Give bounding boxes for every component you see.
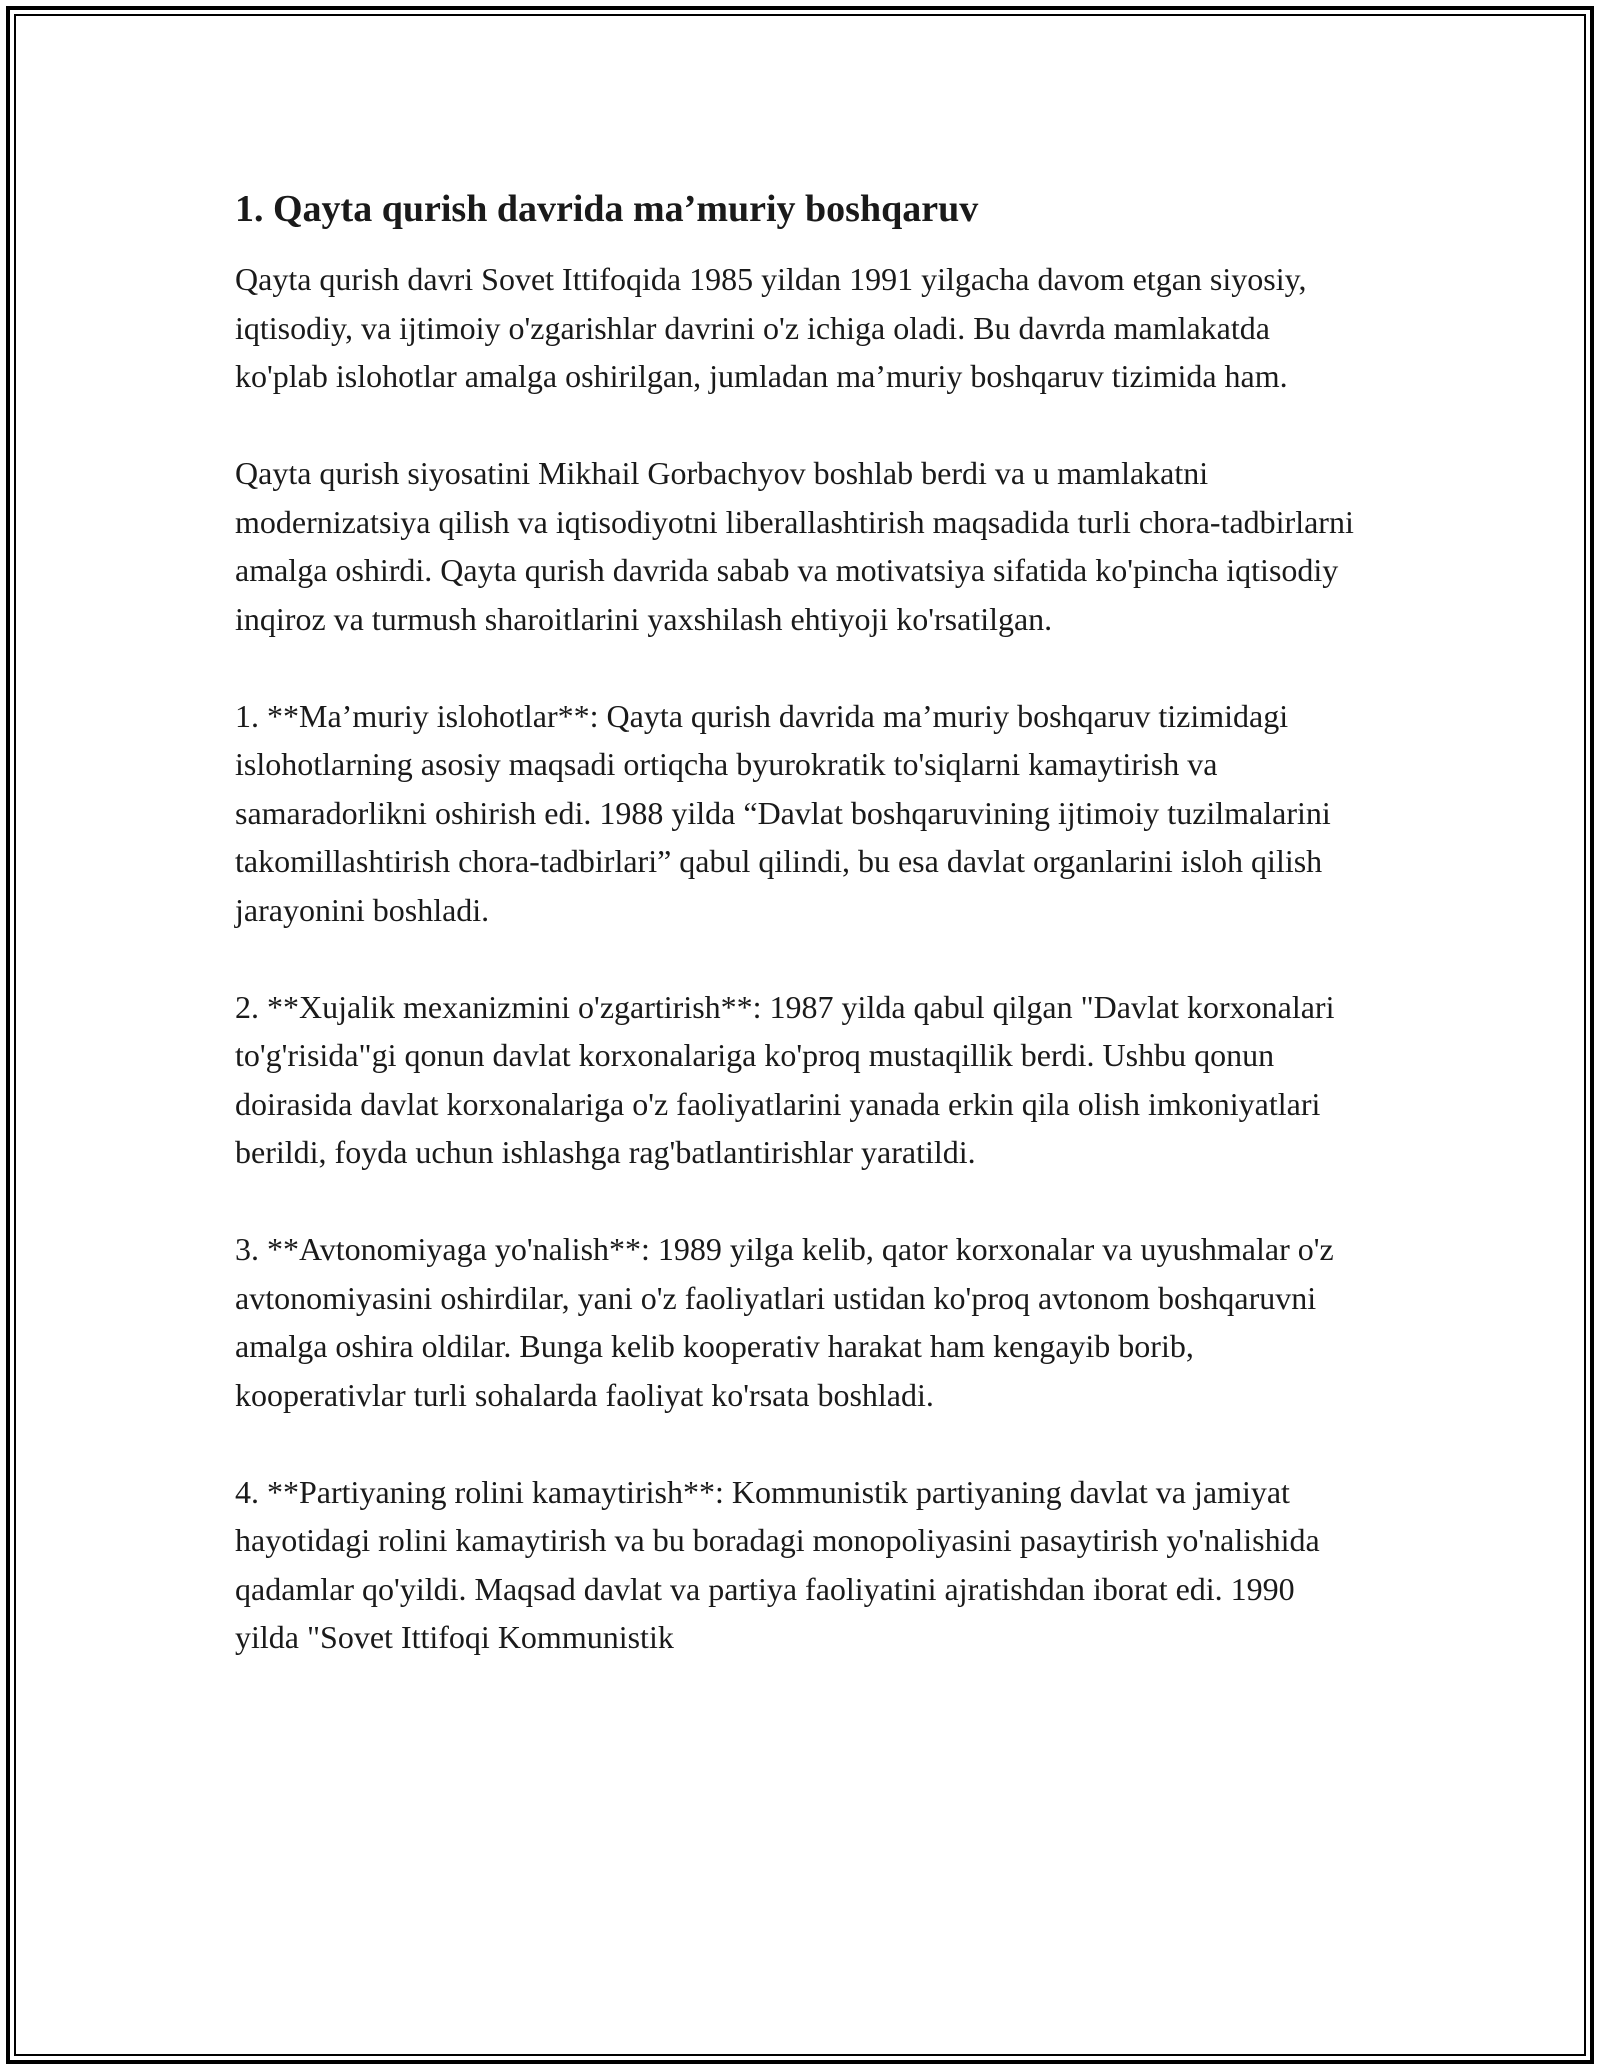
paragraph-gorbachev: Qayta qurish siyosatini Mikhail Gorbachyov boshlab berdi va u mamlakatni modernizatsiya qilish va iqtisodiyotni liberallashtirish maqsadida turli chora-tadbirlarni amalga oshirdi. Qayta qurish davrida sabab va motivatsiya sifatida ko'pincha iqtisodiy inqiroz va turmush sharoitlarini yaxshilash ehtiyoji ko'rsatilgan. (235, 455, 1354, 637)
paragraph-intro: Qayta qurish davri Sovet Ittifoqida 1985 yildan 1991 yilgacha davom etgan siyosiy, iqtisodiy, va ijtimoiy o'zgarishlar davrini o'z ichiga oladi. Bu davrda mamlakatda ko'plab islohotlar amalga oshirilgan, jumladan ma’muriy boshqaruv tizimida ham. (235, 261, 1307, 394)
document-heading: 1. Qayta qurish davrida ma’muriy boshqaruv (235, 188, 979, 230)
document-body (235, 185, 1365, 1710)
list-item-autonomy: 3. **Avtonomiyaga yo'nalish**: 1989 yilga kelib, qator korxonalar va uyushmalar o'z avtonomiyasini oshirdilar, yani o'z faoliyatlari ustidan ko'proq avtonom boshqaruvni amalga oshira oldilar. Bunga kelib kooperativ harakat ham kengayib borib, kooperativlar turli sohalarda faoliyat ko'rsata boshladi. (235, 1231, 1334, 1413)
list-item-party-role: 4. **Partiyaning rolini kamaytirish**: Kommunistik partiyaning davlat va jamiyat hayotidagi rolini kamaytirish va bu boradagi monopoliyasini pasaytirish yo'nalishida qadamlar qo'yildi. Maqsad davlat va partiya faoliyatini ajratishdan iborat edi. 1990 yilda "Sovet Ittifoqi Kommunistik (235, 1473, 1320, 1655)
list-item-administrative-reforms: 1. **Ma’muriy islohotlar**: Qayta qurish davrida ma’muriy boshqaruv tizimidagi islohotlarning asosiy maqsadi ortiqcha byurokratik to'siqlarni kamaytirish va samaradorlikni oshirish edi. 1988 yilda “Davlat boshqaruvining ijtimoiy tuzilmalarini takomillashtirish chora-tadbirlari” qabul qilindi, bu esa davlat organlarini isloh qilish jarayonini boshladi. (235, 697, 1331, 928)
list-item-economic-mechanism: 2. **Xujalik mexanizmini o'zgartirish**: 1987 yilda qabul qilgan "Davlat korxonalari to'g'risida"gi qonun davlat korxonalariga ko'proq mustaqillik berdi. Ushbu qonun doirasida davlat korxonalariga o'z faoliyatlarini yanada erkin qila olish imkoniyatlari berildi, foyda uchun ishlashga rag'batlantirishlar yaratildi. (235, 988, 1335, 1170)
